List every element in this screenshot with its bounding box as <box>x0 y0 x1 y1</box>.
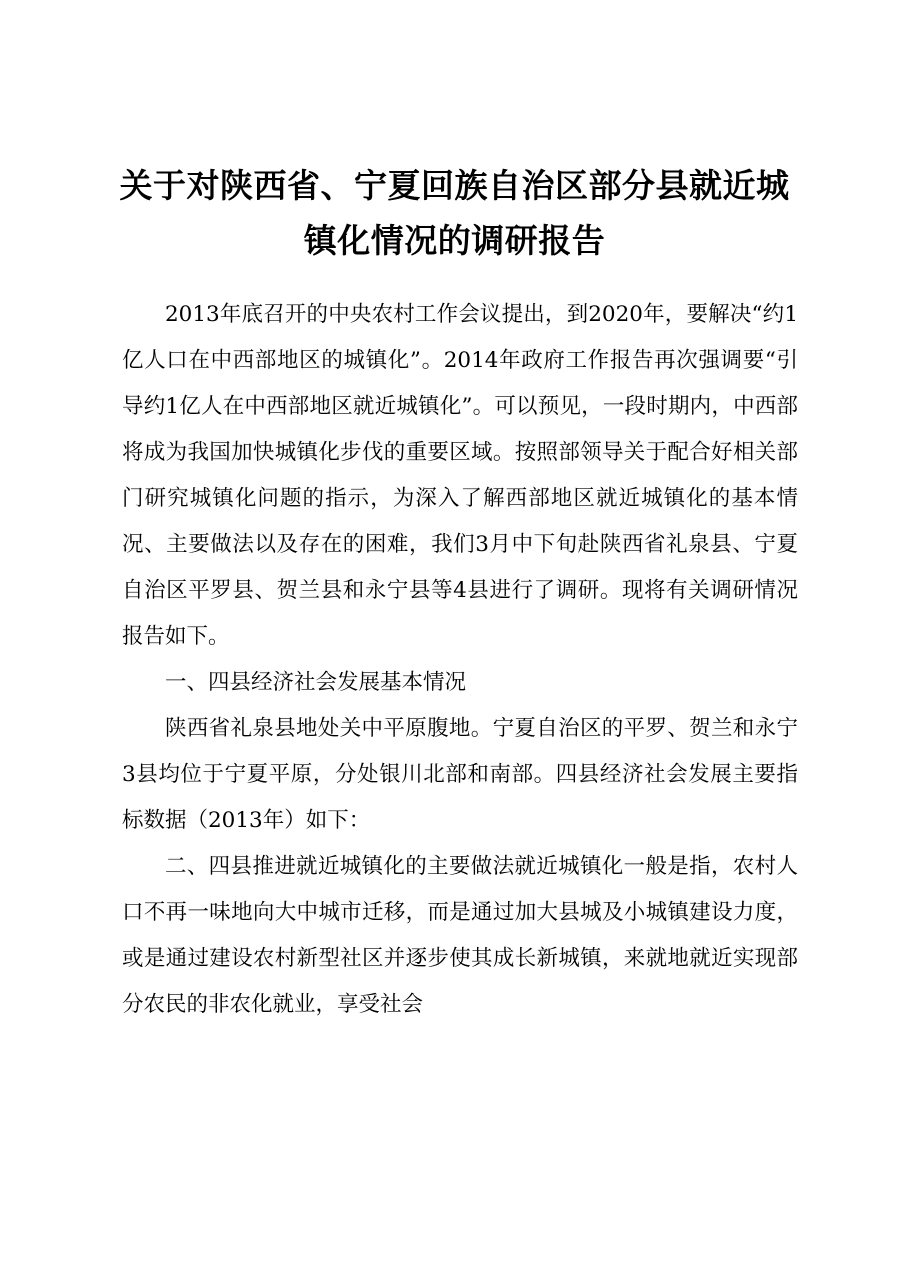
paragraph-section-1: 陕西省礼泉县地处关中平原腹地。宁夏自治区的平罗、贺兰和永宁3县均位于宁夏平原，分处银川北部和南部。四县经济社会发展主要指标数据（2013年）如下： <box>122 716 798 833</box>
paragraph-section-2: 二、四县推进就近城镇化的主要做法就近城镇化一般是指，农村人口不再一味地向大中城市迁移，而是通过加大县城及小城镇建设力度，或是通过建设农村新型社区并逐步使其成长新城镇，来就地就近实现部分农民的非农化就业，享受社会 <box>122 854 798 1017</box>
document-body <box>122 292 798 1028</box>
section-heading-1: 一、四县经济社会发展基本情况 <box>165 670 467 695</box>
title-line-1: 关于对陕西省、宁夏回族自治区部分县就近城 <box>119 166 790 205</box>
paragraph-intro: 2013年底召开的中央农村工作会议提出，到2020年，要解决“约1亿人口在中西部地区的城镇化”。2014年政府工作报告再次强调要“引导约1亿人在中西部地区就近城镇化”。可以预见，一段时期内，中西部将成为我国加快城镇化步伐的重要区域。按照部领导关于配合好相关部门研究城镇化问题的指示，为深入了解西部地区就近城镇化的基本情况、主要做法以及存在的困难，我们3月中下旬赴陕西省礼泉县、宁夏自治区平罗县、贺兰县和永宁县等4县进行了调研。现将有关调研情况报告如下。 <box>122 302 798 649</box>
document-title <box>100 158 809 268</box>
title-line-2: 镇化情况的调研报告 <box>303 221 606 260</box>
